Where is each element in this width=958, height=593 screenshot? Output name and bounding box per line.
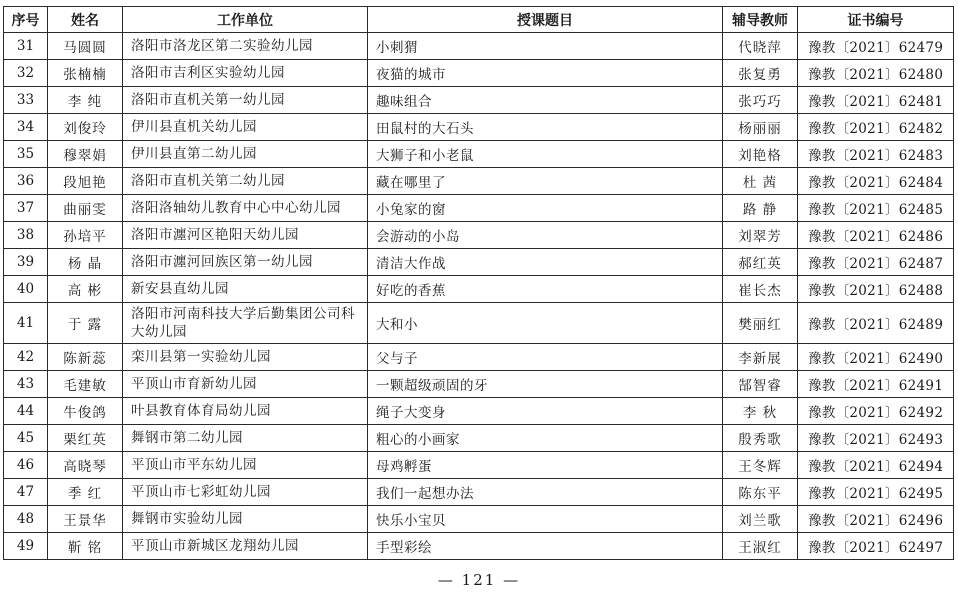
- work-unit: 伊川县直机关幼儿园: [123, 114, 368, 141]
- row-number: 47: [4, 479, 48, 506]
- lesson-topic: 会游动的小岛: [368, 222, 723, 249]
- table-row: [4, 87, 954, 114]
- table-row: [4, 276, 954, 303]
- table-row: [4, 168, 954, 195]
- table-row: [4, 195, 954, 222]
- row-number: 31: [4, 33, 48, 60]
- tutor-name: 王淑红: [723, 533, 798, 560]
- certificate-number: 豫教〔2021〕62490: [798, 344, 954, 371]
- row-number: 40: [4, 276, 48, 303]
- lesson-topic: 手型彩绘: [368, 533, 723, 560]
- certificate-number: 豫教〔2021〕62493: [798, 425, 954, 452]
- lesson-topic: 清洁大作战: [368, 249, 723, 276]
- header-unit: 工作单位: [123, 7, 368, 33]
- tutor-name: 杨丽丽: [723, 114, 798, 141]
- header-name: 姓名: [48, 7, 123, 33]
- row-number: 36: [4, 168, 48, 195]
- lesson-topic: 大和小: [368, 303, 723, 344]
- certificate-number: 豫教〔2021〕62479: [798, 33, 954, 60]
- row-number: 46: [4, 452, 48, 479]
- tutor-name: 郝红英: [723, 249, 798, 276]
- certificate-number: 豫教〔2021〕62481: [798, 87, 954, 114]
- table-row: [4, 452, 954, 479]
- tutor-name: 陈东平: [723, 479, 798, 506]
- tutor-name: 张复勇: [723, 60, 798, 87]
- work-unit: 平顶山市平东幼儿园: [123, 452, 368, 479]
- table-row: [4, 222, 954, 249]
- table-row: [4, 303, 954, 344]
- row-number: 34: [4, 114, 48, 141]
- person-name: 毛建敏: [48, 371, 123, 398]
- lesson-topic: 大狮子和小老鼠: [368, 141, 723, 168]
- table-row: [4, 60, 954, 87]
- table-row: [4, 141, 954, 168]
- row-number: 39: [4, 249, 48, 276]
- row-number: 44: [4, 398, 48, 425]
- row-number: 32: [4, 60, 48, 87]
- lesson-topic: 父与子: [368, 344, 723, 371]
- work-unit: 舞钢市实验幼儿园: [123, 506, 368, 533]
- work-unit: 栾川县第一实验幼儿园: [123, 344, 368, 371]
- work-unit: 新安县直幼儿园: [123, 276, 368, 303]
- lesson-topic: 粗心的小画家: [368, 425, 723, 452]
- work-unit: 伊川县直第二幼儿园: [123, 141, 368, 168]
- certificate-number: 豫教〔2021〕62496: [798, 506, 954, 533]
- row-number: 48: [4, 506, 48, 533]
- work-unit: 洛阳市洛龙区第二实验幼儿园: [123, 33, 368, 60]
- person-name: 栗红英: [48, 425, 123, 452]
- certificate-number: 豫教〔2021〕62486: [798, 222, 954, 249]
- certificate-number: 豫教〔2021〕62492: [798, 398, 954, 425]
- table-row: [4, 479, 954, 506]
- work-unit: 洛阳市河南科技大学后勤集团公司科大幼儿园: [123, 303, 368, 344]
- lesson-topic: 田鼠村的大石头: [368, 114, 723, 141]
- table-row: [4, 506, 954, 533]
- lesson-topic: 小兔家的窗: [368, 195, 723, 222]
- work-unit: 洛阳市吉利区实验幼儿园: [123, 60, 368, 87]
- person-name: 曲丽雯: [48, 195, 123, 222]
- certificate-number: 豫教〔2021〕62495: [798, 479, 954, 506]
- lesson-topic: 快乐小宝贝: [368, 506, 723, 533]
- header-no: 序号: [4, 7, 48, 33]
- person-name: 陈新蕊: [48, 344, 123, 371]
- person-name: 穆翠娟: [48, 141, 123, 168]
- certificate-number: 豫教〔2021〕62489: [798, 303, 954, 344]
- certificate-number: 豫教〔2021〕62494: [798, 452, 954, 479]
- person-name: 高晓琴: [48, 452, 123, 479]
- person-name: 王景华: [48, 506, 123, 533]
- certificate-number: 豫教〔2021〕62480: [798, 60, 954, 87]
- person-name: 李 纯: [48, 87, 123, 114]
- table-row: [4, 371, 954, 398]
- tutor-name: 樊丽红: [723, 303, 798, 344]
- table-row: [4, 114, 954, 141]
- page-number: — 121 —: [437, 571, 521, 589]
- person-name: 杨 晶: [48, 249, 123, 276]
- header-topic: 授课题目: [368, 7, 723, 33]
- work-unit: 平顶山市七彩虹幼儿园: [123, 479, 368, 506]
- lesson-topic: 我们一起想办法: [368, 479, 723, 506]
- lesson-topic: 绳子大变身: [368, 398, 723, 425]
- tutor-name: 郜智睿: [723, 371, 798, 398]
- work-unit: 洛阳市瀍河回族区第一幼儿园: [123, 249, 368, 276]
- row-number: 49: [4, 533, 48, 560]
- lesson-topic: 好吃的香蕉: [368, 276, 723, 303]
- person-name: 张楠楠: [48, 60, 123, 87]
- person-name: 段旭艳: [48, 168, 123, 195]
- tutor-name: 殷秀歌: [723, 425, 798, 452]
- tutor-name: 刘兰歌: [723, 506, 798, 533]
- tutor-name: 李新展: [723, 344, 798, 371]
- work-unit: 平顶山市新城区龙翔幼儿园: [123, 533, 368, 560]
- tutor-name: 路 静: [723, 195, 798, 222]
- lesson-topic: 趣味组合: [368, 87, 723, 114]
- person-name: 季 红: [48, 479, 123, 506]
- tutor-name: 刘艳格: [723, 141, 798, 168]
- tutor-name: 李 秋: [723, 398, 798, 425]
- row-number: 41: [4, 303, 48, 344]
- table-row: [4, 249, 954, 276]
- person-name: 孙培平: [48, 222, 123, 249]
- row-number: 37: [4, 195, 48, 222]
- table-row: [4, 425, 954, 452]
- table-row: [4, 398, 954, 425]
- table-header-row: [4, 7, 954, 33]
- work-unit: 洛阳市直机关第二幼儿园: [123, 168, 368, 195]
- row-number: 38: [4, 222, 48, 249]
- person-name: 刘俊玲: [48, 114, 123, 141]
- award-table: [3, 6, 954, 560]
- work-unit: 洛阳洛轴幼儿教育中心中心幼儿园: [123, 195, 368, 222]
- tutor-name: 杜 茜: [723, 168, 798, 195]
- certificate-number: 豫教〔2021〕62484: [798, 168, 954, 195]
- tutor-name: 刘翠芳: [723, 222, 798, 249]
- work-unit: 洛阳市直机关第一幼儿园: [123, 87, 368, 114]
- table-row: [4, 33, 954, 60]
- certificate-number: 豫教〔2021〕62483: [798, 141, 954, 168]
- row-number: 45: [4, 425, 48, 452]
- work-unit: 叶县教育体育局幼儿园: [123, 398, 368, 425]
- certificate-number: 豫教〔2021〕62485: [798, 195, 954, 222]
- lesson-topic: 母鸡孵蛋: [368, 452, 723, 479]
- person-name: 牛俊鸽: [48, 398, 123, 425]
- lesson-topic: 夜猫的城市: [368, 60, 723, 87]
- row-number: 43: [4, 371, 48, 398]
- row-number: 42: [4, 344, 48, 371]
- table-row: [4, 533, 954, 560]
- header-cert: 证书编号: [798, 7, 954, 33]
- tutor-name: 张巧巧: [723, 87, 798, 114]
- certificate-number: 豫教〔2021〕62497: [798, 533, 954, 560]
- certificate-number: 豫教〔2021〕62482: [798, 114, 954, 141]
- lesson-topic: 一颗超级顽固的牙: [368, 371, 723, 398]
- work-unit: 舞钢市第二幼儿园: [123, 425, 368, 452]
- person-name: 高 彬: [48, 276, 123, 303]
- work-unit: 平顶山市育新幼儿园: [123, 371, 368, 398]
- tutor-name: 王冬辉: [723, 452, 798, 479]
- person-name: 马圆圆: [48, 33, 123, 60]
- lesson-topic: 小刺猬: [368, 33, 723, 60]
- tutor-name: 崔长杰: [723, 276, 798, 303]
- work-unit: 洛阳市瀍河区艳阳天幼儿园: [123, 222, 368, 249]
- header-tutor: 辅导教师: [723, 7, 798, 33]
- table-body: [4, 33, 954, 560]
- person-name: 于 露: [48, 303, 123, 344]
- row-number: 35: [4, 141, 48, 168]
- certificate-number: 豫教〔2021〕62487: [798, 249, 954, 276]
- table-row: [4, 344, 954, 371]
- lesson-topic: 藏在哪里了: [368, 168, 723, 195]
- certificate-number: 豫教〔2021〕62488: [798, 276, 954, 303]
- person-name: 靳 铭: [48, 533, 123, 560]
- tutor-name: 代晓萍: [723, 33, 798, 60]
- certificate-number: 豫教〔2021〕62491: [798, 371, 954, 398]
- row-number: 33: [4, 87, 48, 114]
